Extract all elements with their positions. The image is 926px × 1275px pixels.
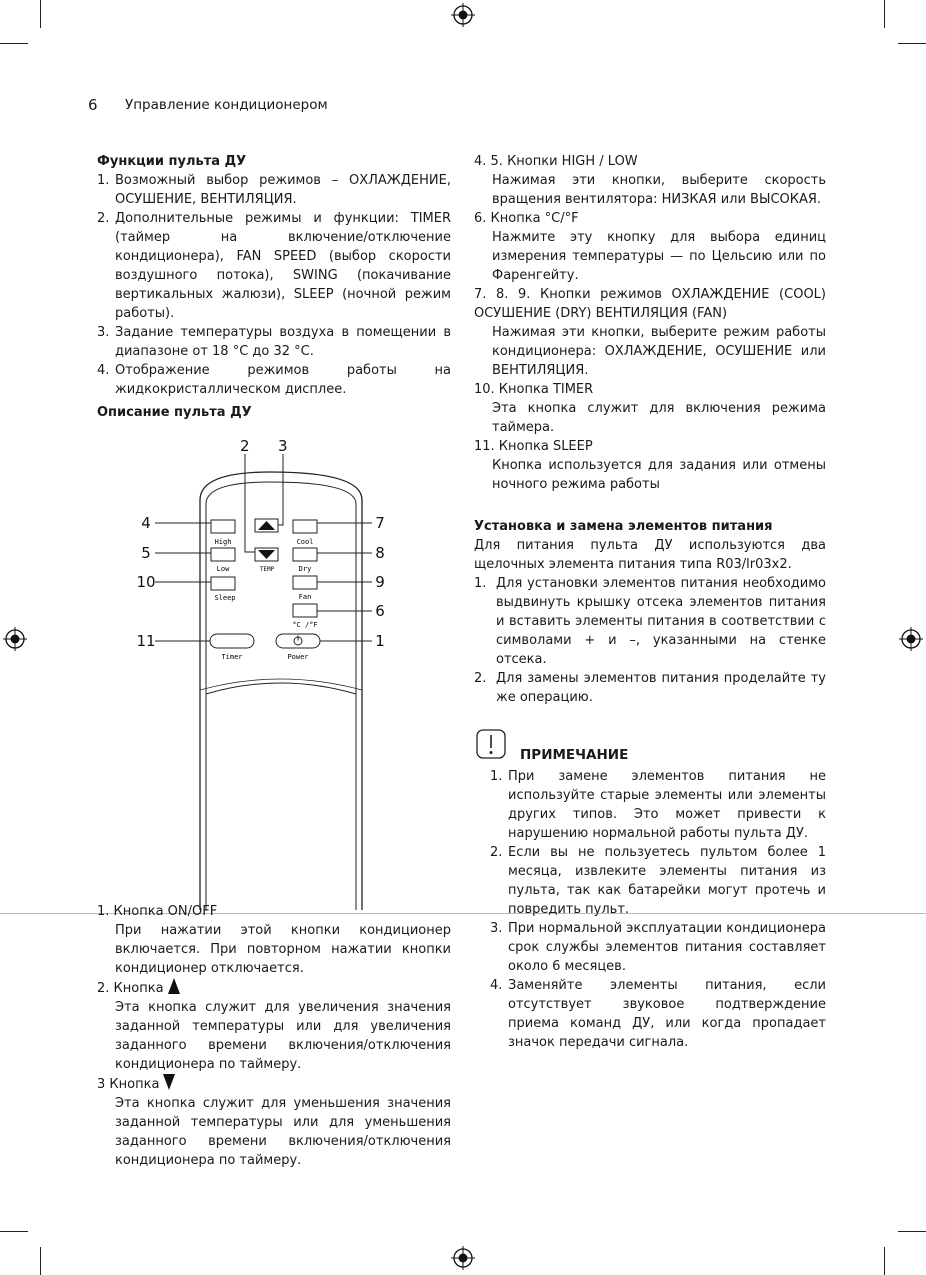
sleep-button [211, 577, 235, 590]
button-item-title: 11. Кнопка SLEEP [474, 439, 593, 454]
functions-heading: Функции пульта ДУ [97, 154, 247, 169]
button-item-text: Эта кнопка служит для включения режима таймера. [492, 401, 826, 435]
callout-10: 10 [136, 573, 156, 591]
description-heading: Описание пульта ДУ [97, 405, 252, 420]
list-item: 2. Для замены элементов питания проделайте ту же операцию. [474, 671, 826, 705]
fan-button [293, 576, 317, 589]
functions-section [97, 152, 451, 399]
button-item-text: Кнопка используется для задания или отмены ночного режима работы [492, 458, 826, 492]
arrow-up-icon [168, 978, 180, 994]
crop-mark [40, 1247, 41, 1275]
button-3-title: 3 Кнопка [97, 1074, 451, 1094]
timer-button [210, 634, 254, 648]
cf-label: °C /°F [292, 621, 318, 629]
low-label: Low [216, 565, 230, 573]
power-label: Power [287, 653, 309, 661]
list-item: 4. Отображение режимов работы на жидкокристаллическом дисплее. [97, 363, 451, 397]
remote-panel [206, 482, 356, 910]
list-item: 1. Для установки элементов питания необходимо выдвинуть крышку отсека элементов питания и вставить элементы питания в соответствии с символами + и –, указанными на стенке отсека. [474, 576, 826, 667]
crop-mark [898, 43, 926, 44]
callout-2: 2 [240, 437, 250, 455]
sleep-label: Sleep [214, 594, 236, 602]
button-2-title: 2. Кнопка [97, 978, 451, 998]
crop-mark [884, 1247, 885, 1275]
batteries-intro: Для питания пульта ДУ используются два щелочных элемента питания типа R03/lr03x2. [474, 538, 826, 572]
button-2-text: Эта кнопка служит для увеличения значения заданной температуры или для увеличения заданного времени включения/отключения кондиционера по таймеру. [115, 1000, 451, 1072]
high-label: High [214, 538, 232, 546]
crop-mark [40, 0, 41, 28]
note-section [474, 767, 826, 1052]
callout-3: 3 [278, 437, 288, 455]
arrow-down-icon [163, 1074, 175, 1090]
description-section [97, 403, 451, 422]
callout-4: 4 [141, 514, 151, 532]
callout-7: 7 [375, 514, 385, 532]
cf-button [293, 604, 317, 617]
callout-8: 8 [375, 544, 385, 562]
list-item: 3. Задание температуры воздуха в помещении в диапазоне от 18 °С до 32 °С. [97, 325, 451, 359]
note-item: 4. Заменяйте элементы питания, если отсутствует звуковое подтверждение приема команд ДУ, или когда пропадает значок передачи сигнала. [490, 978, 826, 1050]
button-item-title: 6. Кнопка °C/°F [474, 211, 579, 226]
page-title: Управление кондиционером [125, 97, 328, 113]
callout-11: 11 [136, 632, 156, 650]
batteries-section [474, 517, 826, 707]
temp-label: TEMP [259, 566, 275, 573]
cool-button [293, 520, 317, 533]
button-1-text: При нажатии этой кнопки кондиционер включается. При повторном нажатии кнопки кондиционер отключается. [115, 923, 451, 976]
registration-mark-icon [899, 627, 923, 651]
button-item-title: 10. Кнопка TIMER [474, 382, 594, 397]
callout-6: 6 [375, 602, 385, 620]
batteries-heading: Установка и замена элементов питания [474, 519, 773, 534]
crop-mark [884, 0, 885, 28]
note-item: 1. При замене элементов питания не используйте старые элементы или элементы других типов. Это может привести к нарушению нормальной работы пульта ДУ. [490, 769, 826, 841]
warning-icon [476, 729, 506, 759]
low-button [211, 548, 235, 561]
button-1-title: 1. Кнопка ON/OFF [97, 904, 218, 919]
button-item-title: 7. 8. 9. Кнопки режимов ОХЛАЖДЕНИЕ (COOL) ОСУШЕНИЕ (DRY) ВЕНТИЛЯЦИЯ (FAN) [474, 287, 826, 321]
callout-9: 9 [375, 573, 385, 591]
remote-control-diagram [130, 432, 400, 912]
crop-mark [0, 1231, 28, 1232]
button-item-text: Нажимая эти кнопки, выберите режим работы кондиционера: ОХЛАЖДЕНИЕ, ОСУШЕНИЕ или ВЕНТИЛЯЦИЯ. [492, 325, 826, 378]
note-item: 2. Если вы не пользуетесь пультом более 1 месяца, извлеките элементы питания из пульта, так как батарейки могут протечь и повредить пульт. [490, 845, 826, 917]
button-item-title: 4. 5. Кнопки HIGH / LOW [474, 154, 638, 169]
registration-mark-icon [451, 3, 475, 27]
note-heading: ПРИМЕЧАНИЕ [520, 747, 629, 763]
buttons-right-section [474, 152, 826, 494]
note-item: 3. При нормальной эксплуатации кондиционера срок службы элементов питания составляет около 6 месяцев. [490, 921, 826, 974]
list-item: 1. Возможный выбор режимов – ОХЛАЖДЕНИЕ, ОСУШЕНИЕ, ВЕНТИЛЯЦИЯ. [97, 173, 451, 207]
dry-button [293, 548, 317, 561]
fan-label: Fan [298, 593, 312, 601]
high-button [211, 520, 235, 533]
timer-label: Timer [221, 653, 243, 661]
dry-label: Dry [298, 565, 312, 573]
button-item-text: Нажмите эту кнопку для выбора единиц измерения температуры — по Цельсию или по Фаренгейту. [492, 230, 826, 283]
crop-mark [898, 1231, 926, 1232]
cool-label: Cool [296, 538, 314, 546]
registration-mark-icon [451, 1246, 475, 1270]
page-number: 6 [88, 96, 98, 114]
callout-1: 1 [375, 632, 385, 650]
crop-mark [0, 43, 28, 44]
callout-5: 5 [141, 544, 151, 562]
button-item-text: Нажимая эти кнопки, выберите скорость вращения вентилятора: НИЗКАЯ или ВЫСОКАЯ. [492, 173, 826, 207]
remote-battery-cover [206, 683, 356, 694]
button-3-text: Эта кнопка служит для уменьшения значения заданной температуры или для уменьшения заданного времени включения/отключения кондиционера по таймеру. [115, 1096, 451, 1168]
registration-mark-icon [3, 627, 27, 651]
buttons-left-section [97, 902, 451, 1170]
list-item: 2. Дополнительные режимы и функции: TIMER (таймер на включение/отключение кондиционера), FAN SPEED (выбор скорости воздушного потока), SWING (покачивание вертикальных жалюзи), SLEEP (ночной режим работы). [97, 211, 451, 321]
